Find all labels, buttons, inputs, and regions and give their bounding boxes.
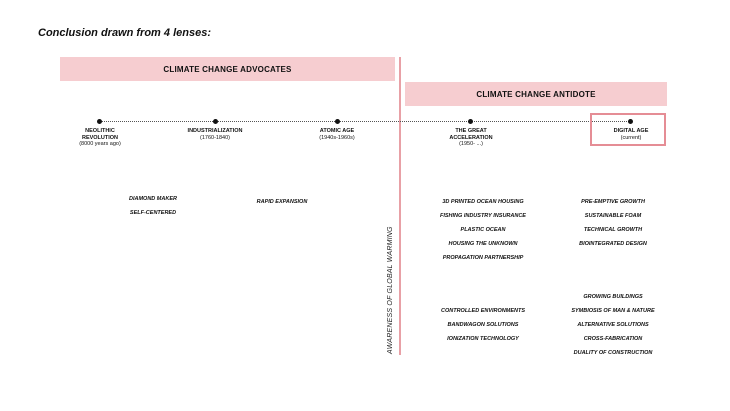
- node-title: ATOMIC AGE: [319, 128, 355, 134]
- antidote-band: [405, 82, 667, 106]
- list-item: TECHNICAL GROWTH: [583, 227, 643, 233]
- timeline-node-atomic: [292, 128, 382, 141]
- timeline-node-neolithic: [55, 128, 145, 148]
- list-item: BIOINTEGRATED DESIGN: [579, 241, 647, 247]
- timeline-dot-acceleration: [468, 119, 473, 124]
- node-subtitle: (1950- ...): [459, 141, 483, 147]
- list-item: GROWING BUILDINGS: [583, 294, 643, 300]
- node-title: NEOLITHIC REVOLUTION: [81, 128, 119, 141]
- list-item: CONTROLLED ENVIRONMENTS: [440, 308, 526, 314]
- timeline-dot-digital: [628, 119, 633, 124]
- awareness-divider: [399, 57, 401, 355]
- timeline-node-digital: [586, 128, 676, 141]
- list-item: 3D PRINTED OCEAN HOUSING: [442, 199, 524, 205]
- node-subtitle: (1760-1840): [200, 134, 230, 141]
- timeline-line: [99, 121, 631, 122]
- list-item: CROSS-FABRICATION: [583, 336, 643, 342]
- list-item: ALTERNATIVE SOLUTIONS: [577, 322, 649, 328]
- list-item: DUALITY OF CONSTRUCTION: [573, 350, 653, 356]
- page-title: Conclusion drawn from 4 lenses:: [38, 27, 211, 39]
- list-item: HOUSING THE UNKNOWN: [448, 241, 518, 247]
- node-subtitle: (8000 years ago): [79, 141, 121, 147]
- list-item: PLASTIC OCEAN: [460, 227, 506, 233]
- antidote-band-label: CLIMATE CHANGE ANTIDOTE: [476, 89, 596, 99]
- timeline-node-industrialization: [170, 128, 260, 141]
- list-item: PRE-EMPTIVE GROWTH: [581, 199, 645, 205]
- node-title: INDUSTRIALIZATION: [187, 128, 243, 134]
- node-title: DIGITAL AGE: [613, 128, 649, 134]
- list-item: RAPID EXPANSION: [256, 199, 308, 205]
- list-item: PROPAGATION PARTNERSHIP: [442, 255, 524, 261]
- node-subtitle: (1940s-1960s): [319, 134, 355, 141]
- advocates-band-label: CLIMATE CHANGE ADVOCATES: [163, 64, 292, 74]
- node-subtitle: (current): [620, 134, 642, 141]
- timeline-dot-atomic: [335, 119, 340, 124]
- node-title: THE GREAT ACCELERATION: [449, 128, 493, 141]
- list-item: SYMBIOSIS OF MAN & NATURE: [571, 308, 655, 314]
- list-item: SUSTAINABLE FOAM: [584, 213, 642, 219]
- timeline-dot-neolithic: [97, 119, 102, 124]
- list-item: SELF-CENTERED: [129, 210, 177, 216]
- list-item: DIAMOND MAKER: [129, 196, 177, 202]
- timeline-dot-industrialization: [213, 119, 218, 124]
- list-item: BANDWAGON SOLUTIONS: [447, 322, 519, 328]
- list-item: FISHING INDUSTRY INSURANCE: [440, 213, 526, 219]
- list-item: IONIZATION TECHNOLOGY: [447, 336, 519, 342]
- timeline-node-acceleration: [426, 128, 516, 148]
- awareness-label-text: AWARENESS OF GLOBAL WARMING: [387, 226, 394, 354]
- advocates-band: [60, 57, 395, 81]
